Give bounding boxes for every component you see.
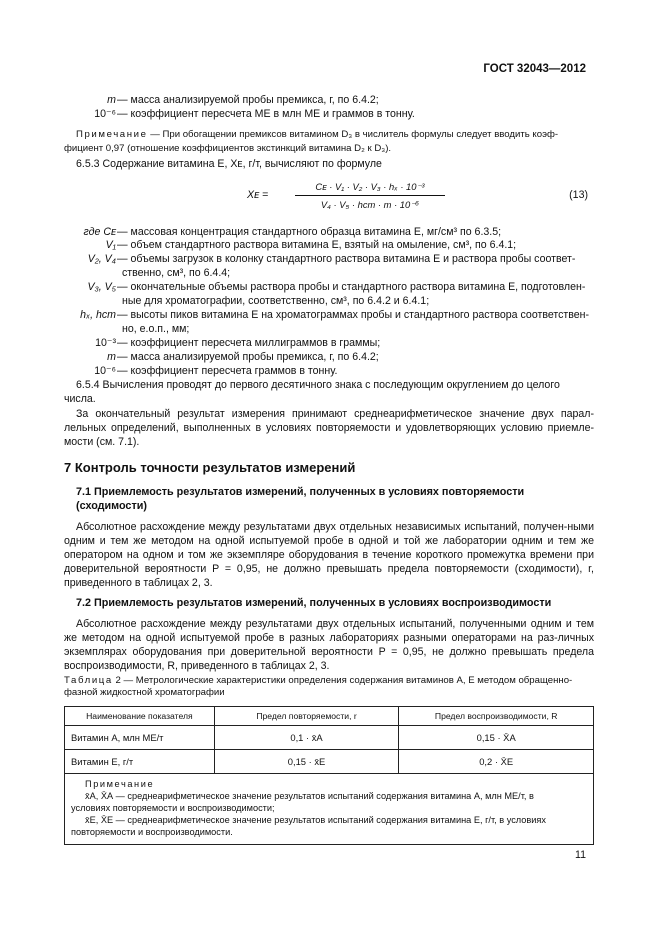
table-note-label: Примечание bbox=[85, 779, 155, 789]
table-caption-continued: фазной жидкостной хроматографии bbox=[64, 687, 225, 698]
definition-symbol: V₁ bbox=[105, 239, 116, 251]
table-caption-text: 2 — Метрологические характеристики определения содержания витаминов А, Е методом обращенно- bbox=[115, 675, 573, 686]
definition-text: — окончательные объемы раствора пробы и стандартного раствора витамина Е, подготовлен- bbox=[117, 281, 586, 293]
formula-numerator: Cᴇ · V₁ · V₂ · V₃ · hₓ · 10⁻³ bbox=[315, 181, 425, 192]
definition-text: — масса анализируемой пробы премикса, г, по 6.4.2; bbox=[117, 351, 379, 363]
paragraph-6-5-3: 6.5.3 Содержание витамина Е, Xᴇ, г/т, вычисляют по формуле bbox=[76, 158, 382, 170]
paragraph-6-5-4: 6.5.4 Вычисления проводят до первого десятичного знака с последующим округлением до целого bbox=[76, 379, 560, 391]
formula-fraction bbox=[295, 180, 445, 210]
column-header: Наименование показателя bbox=[65, 707, 215, 726]
table-row bbox=[65, 726, 594, 750]
table-note-row bbox=[65, 774, 594, 845]
note-text: — При обогащении премиксов витамином D₃ в числитель формулы следует вводить коэф- bbox=[150, 129, 559, 140]
equation-number: (13) bbox=[569, 189, 588, 201]
column-header: Предел повторяемости, r bbox=[214, 707, 399, 726]
section-7-heading: 7 Контроль точности результатов измерений bbox=[64, 460, 356, 475]
paragraph-final-result: За окончательный результат измерения принимают среднеарифметическое значение двух парал-лельных определений, выполненных в условиях повторяемости и удовлетворяющих условию приемле-мости (см. 7.1). bbox=[64, 408, 594, 448]
paragraph-7-2: Абсолютное расхождение между результатами двух отдельных испытаний, полученными одним и тем же методом на одной испытуемой пробе в разных лабораториях разными операторами на раз-личных экземплярах оборудования при доверительной вероятности P = 0,95, не должно превышать предела воспроизводимости, R, приведенного в таблицах 2, 3. bbox=[64, 618, 594, 672]
definition-text: — коэффициент пересчета миллиграммов в граммы; bbox=[117, 337, 381, 349]
definition-symbol: V₃, V₅ bbox=[87, 281, 116, 293]
metrology-table bbox=[64, 706, 594, 845]
table-cell: Витамин А, млн МЕ/т bbox=[65, 726, 215, 750]
definition-symbol: 10⁻⁶ bbox=[94, 365, 116, 377]
formula-13 bbox=[247, 180, 547, 220]
definition-text: но, е.о.п., мм; bbox=[122, 323, 190, 335]
definition-symbol: m bbox=[107, 351, 116, 363]
definition-symbol: hₓ, hст bbox=[80, 309, 116, 321]
definition-text: — массовая концентрация стандартного образца витамина Е, мг/см³ по 6.3.5; bbox=[117, 226, 502, 238]
note-label: Примечание bbox=[76, 129, 148, 140]
definition-symbol: V₂, V₄ bbox=[87, 253, 116, 265]
table-note-line: x̄А, X̄А — среднеарифметическое значение результатов испытаний содержания витамина А, млн МЕ/т, в bbox=[85, 791, 534, 801]
table-row bbox=[65, 750, 594, 774]
definition-text: — масса анализируемой пробы премикса, г, по 6.4.2; bbox=[117, 94, 379, 106]
definition-text: — высоты пиков витамина Е на хроматограммах пробы и стандартного раствора соответствен- bbox=[117, 309, 590, 321]
table-cell: 0,15 · x̄Е bbox=[214, 750, 399, 774]
table-header-row bbox=[65, 707, 594, 726]
definition-text: ственно, см³, по 6.4.4; bbox=[122, 267, 231, 279]
table-note bbox=[65, 774, 594, 845]
table-cell: 0,2 · X̄Е bbox=[399, 750, 594, 774]
table-cell: 0,1 · x̄А bbox=[214, 726, 399, 750]
paragraph-7-1: Абсолютное расхождение между результатами двух отдельных независимых испытаний, получен-ными одним и тем же методом на одной испытуемой пробе в одной и той же лаборатории одним и тем же оператором на одном и том же экземпляре оборудования в течение короткого промежутка времени при доверительной вероятности P = 0,95, не должно превышать предела повторяемости (сходимости), r, приведенного в таблицах 2, 3. bbox=[64, 521, 594, 589]
definition-symbol: 10⁻⁶ bbox=[94, 108, 116, 120]
table-note-line: x̄Е, X̄Е — среднеарифметическое значение результатов испытаний содержания витамина Е, г/т, в условиях bbox=[85, 815, 546, 825]
subsection-7-1-heading bbox=[76, 485, 596, 513]
definition-text: — объем стандартного раствора витамина Е, взятый на омыление, см³, по 6.4.1; bbox=[117, 239, 517, 251]
definition-symbol: где Cᴇ bbox=[83, 226, 116, 238]
definition-text: — объемы загрузок в колонку стандартного раствора витамина Е и раствора пробы соответ- bbox=[117, 253, 576, 265]
definition-text: — коэффициент пересчета МЕ в млн МЕ и граммов в тонну. bbox=[117, 108, 415, 120]
page-number: 11 bbox=[575, 849, 586, 861]
note-text-continued: фициент 0,97 (отношение коэффициентов экстинкций витамина D₂ к D₃). bbox=[64, 143, 392, 154]
standard-number: ГОСТ 32043—2012 bbox=[483, 63, 586, 75]
note-line bbox=[76, 128, 558, 142]
table-cell: Витамин Е, г/т bbox=[65, 750, 215, 774]
table-note-line: условиях повторяемости и воспроизводимости; bbox=[71, 803, 275, 813]
table-note-line: повторяемости и воспроизводимости. bbox=[71, 827, 233, 837]
table-caption-label: Таблица bbox=[64, 675, 113, 686]
definition-symbol: 10⁻³ bbox=[95, 337, 116, 349]
definition-text: — коэффициент пересчета граммов в тонну. bbox=[117, 365, 338, 377]
definition-text: ные для хроматографии, соответственно, см³, по 6.4.2 и 6.4.1; bbox=[122, 295, 430, 307]
formula-denominator: V₄ · V₅ · hст · m · 10⁻⁶ bbox=[320, 199, 420, 210]
subsection-7-1-title-line1: 7.1 Приемлемость результатов измерений, полученных в условиях повторяемости bbox=[76, 486, 525, 498]
paragraph-6-5-4-continued: числа. bbox=[64, 393, 96, 405]
table-cell: 0,15 · X̄А bbox=[399, 726, 594, 750]
subsection-7-2-heading: 7.2 Приемлемость результатов измерений, полученных в условиях воспроизводимости bbox=[76, 597, 552, 609]
definition-symbol: m bbox=[107, 94, 116, 106]
column-header: Предел воспроизводимости, R bbox=[399, 707, 594, 726]
formula-lhs: Xᴇ = bbox=[247, 189, 269, 201]
subsection-7-1-title-line2: (сходимости) bbox=[76, 500, 147, 512]
